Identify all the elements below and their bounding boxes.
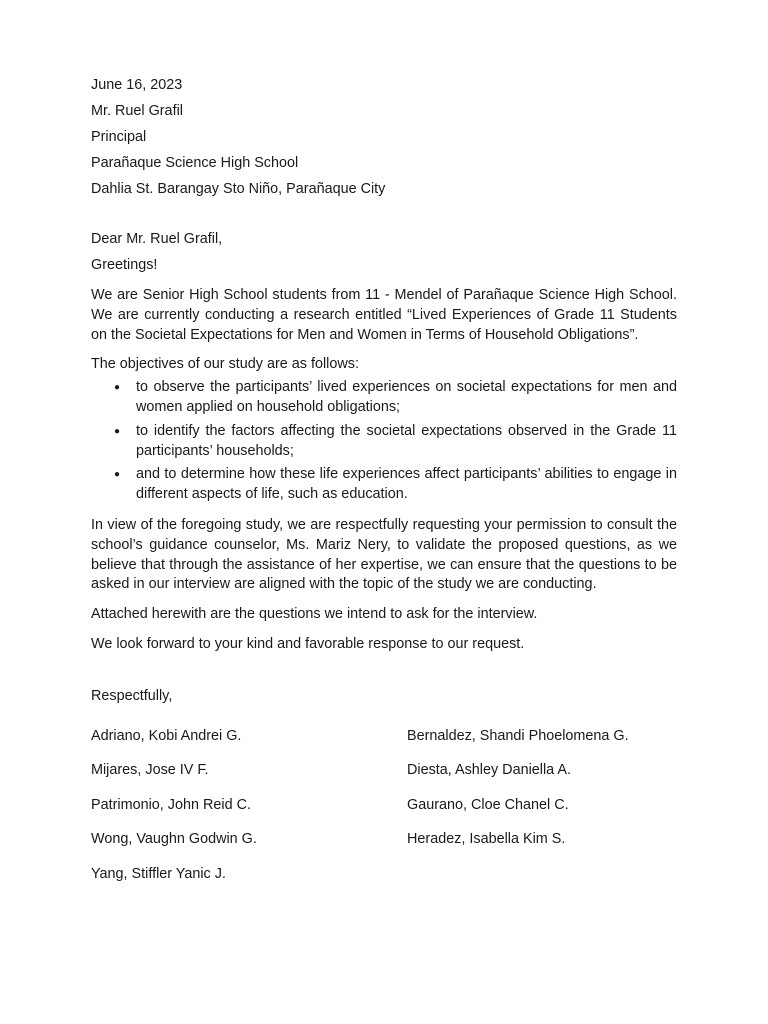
signatory-right: Heradez, Isabella Kim S. — [407, 831, 566, 848]
signatory-left: Wong, Vaughn Godwin G. — [91, 831, 257, 848]
signatories — [91, 727, 677, 900]
signatory-row — [91, 865, 677, 900]
request-paragraph: In view of the foregoing study, we are respectfully requesting your permission to consult the school’s guidance counselor, Ms. Mariz Nery, to validate the proposed questions, as we believe that through the assistance of her expertise, we can ensure that the questions to be asked in our interview are aligned with the topic of the study we are conducting. — [91, 516, 677, 593]
school-address: Dahlia St. Barangay Sto Niño, Parañaque City — [91, 181, 386, 197]
objectives-intro: The objectives of our study are as follows: — [91, 356, 359, 373]
signatory-row — [91, 830, 677, 865]
attached-paragraph: Attached herewith are the questions we intend to ask for the interview. — [91, 606, 538, 623]
signatory-left: Mijares, Jose IV F. — [91, 762, 209, 779]
intro-paragraph: We are Senior High School students from 11 - Mendel of Parañaque Science High School. We are currently conducting a research entitled “Lived Experiences of Grade 11 Students on the Societal Expectations for Men and Women in Terms of Household Obligations”. — [91, 287, 677, 343]
greeting: Greetings! — [91, 257, 158, 273]
signatory-right: Gaurano, Cloe Chanel C. — [407, 796, 569, 813]
signatory-left: Adriano, Kobi Andrei G. — [91, 727, 242, 744]
look-forward-paragraph: We look forward to your kind and favorable response to our request. — [91, 635, 525, 652]
signatory-left: Yang, Stiffler Yanic J. — [91, 865, 226, 882]
objective-text: to identify the factors affecting the societal expectations observed in the Grade 11 participants’ households; — [136, 422, 677, 459]
signatory-row — [91, 761, 677, 796]
bullet-icon: ● — [114, 382, 121, 394]
objective-text: and to determine how these life experiences affect participants’ abilities to engage in different aspects of life, such as education. — [136, 466, 677, 503]
letter-date: June 16, 2023 — [91, 77, 183, 93]
objective-item — [91, 465, 677, 505]
signatory-right: Diesta, Ashley Daniella A. — [407, 762, 571, 779]
signatory-row — [91, 796, 677, 831]
salutation: Dear Mr. Ruel Grafil, — [91, 231, 223, 247]
objective-text: to observe the participants’ lived experiences on societal expectations for men and women applied on household obligations; — [136, 379, 677, 415]
signatory-row — [91, 727, 677, 762]
closing: Respectfully, — [91, 687, 173, 704]
objective-item — [91, 422, 677, 462]
signatory-left: Patrimonio, John Reid C. — [91, 796, 251, 813]
bullet-icon: ● — [114, 425, 121, 437]
objective-item — [91, 378, 677, 418]
letter-page — [91, 76, 677, 899]
signatory-right: Bernaldez, Shandi Phoelomena G. — [407, 727, 629, 744]
bullet-icon: ● — [114, 469, 121, 481]
objectives-list — [91, 378, 677, 505]
recipient-title: Principal — [91, 129, 147, 145]
recipient-name: Mr. Ruel Grafil — [91, 103, 183, 119]
school-name: Parañaque Science High School — [91, 155, 299, 171]
